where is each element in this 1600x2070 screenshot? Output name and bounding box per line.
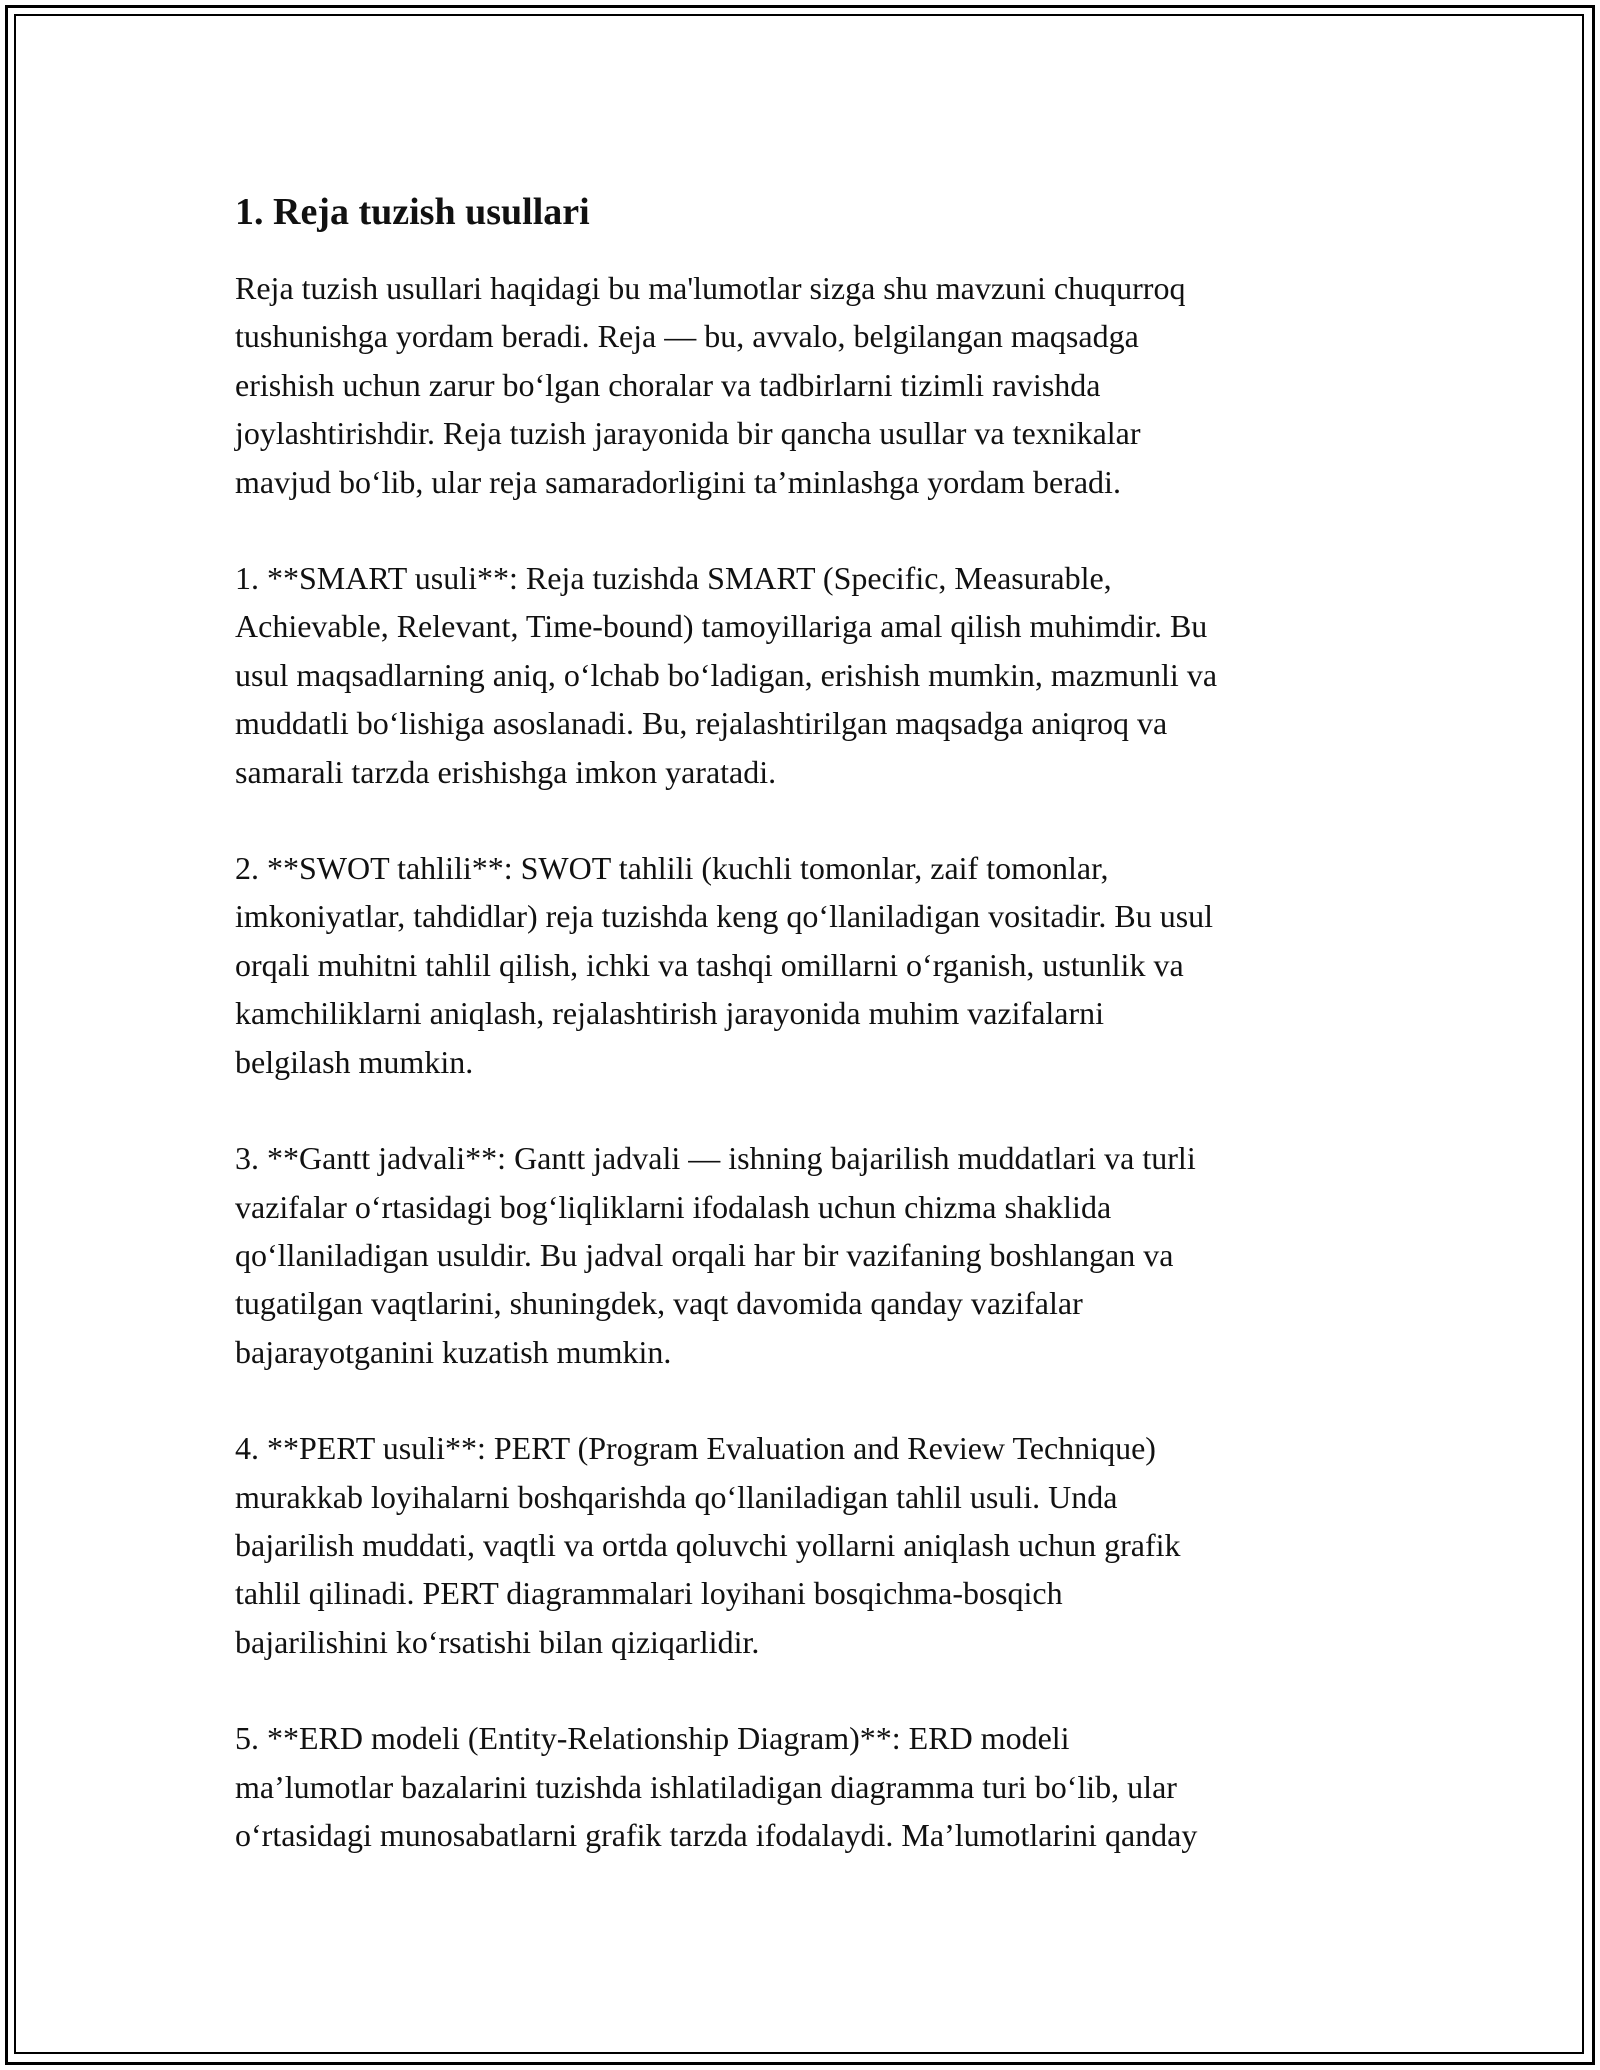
document-body: [235, 186, 1385, 1907]
intro-paragraph: Reja tuzish usullari haqidagi bu ma'lumotlar sizga shu mavzuni chuqurroq tushunishga yordam beradi. Reja — bu, avvalo, belgilangan maqsadga erishish uchun zarur bo‘lgan choralar va tadbirlarni tizimli ravishda joylashtirishdir. Reja tuzish jarayonida bir qancha usullar va texnikalar mavjud bo‘lib, ular reja samaradorligini ta’minlashga yordam beradi.: [235, 270, 1186, 500]
smart-paragraph: 1. **SMART usuli**: Reja tuzishda SMART (Specific, Measurable, Achievable, Relevant, Time-bound) tamoyillariga amal qilish muhimdir. Bu usul maqsadlarning aniq, o‘lchab bo‘ladigan, erishish mumkin, mazmunli va muddatli bo‘lishiga asoslanadi. Bu, rejalashtirilgan maqsadga aniqroq va samarali tarzda erishishga imkon yaratadi.: [235, 560, 1218, 790]
pert-paragraph: 4. **PERT usuli**: PERT (Program Evaluation and Review Technique) murakkab loyihalarni boshqarishda qo‘llaniladigan tahlil usuli. Unda bajarilish muddati, vaqtli va ortda qoluvchi yollarni aniqlash uchun grafik tahlil qilinadi. PERT diagrammalari loyihani bosqichma-bosqich bajarilishini ko‘rsatishi bilan qiziqarlidir.: [235, 1430, 1181, 1660]
gantt-paragraph: 3. **Gantt jadvali**: Gantt jadvali — ishning bajarilish muddatlari va turli vazifalar o‘rtasidagi bog‘liqliklarni ifodalash uchun chizma shaklida qo‘llaniladigan usuldir. Bu jadval orqali har bir vazifaning boshlangan va tugatilgan vaqtlarini, shuningdek, vaqt davomida qanday vazifalar bajarayotganini kuzatish mumkin.: [235, 1140, 1196, 1370]
swot-paragraph: 2. **SWOT tahlili**: SWOT tahlili (kuchli tomonlar, zaif tomonlar, imkoniyatlar, tahdidlar) reja tuzishda keng qo‘llaniladigan vositadir. Bu usul orqali muhitni tahlil qilish, ichki va tashqi omillarni o‘rganish, ustunlik va kamchiliklarni aniqlash, rejalashtirish jarayonida muhim vazifalarni belgilash mumkin.: [235, 850, 1214, 1080]
document-title: 1. Reja tuzish usullari: [235, 191, 590, 233]
erd-paragraph: 5. **ERD modeli (Entity-Relationship Diagram)**: ERD modeli ma’lumotlar bazalarini tuzishda ishlatiladigan diagramma turi bo‘lib, ular o‘rtasidagi munosabatlarni grafik tarzda ifodalaydi. Ma’lumotlarini qanday: [235, 1720, 1198, 1853]
